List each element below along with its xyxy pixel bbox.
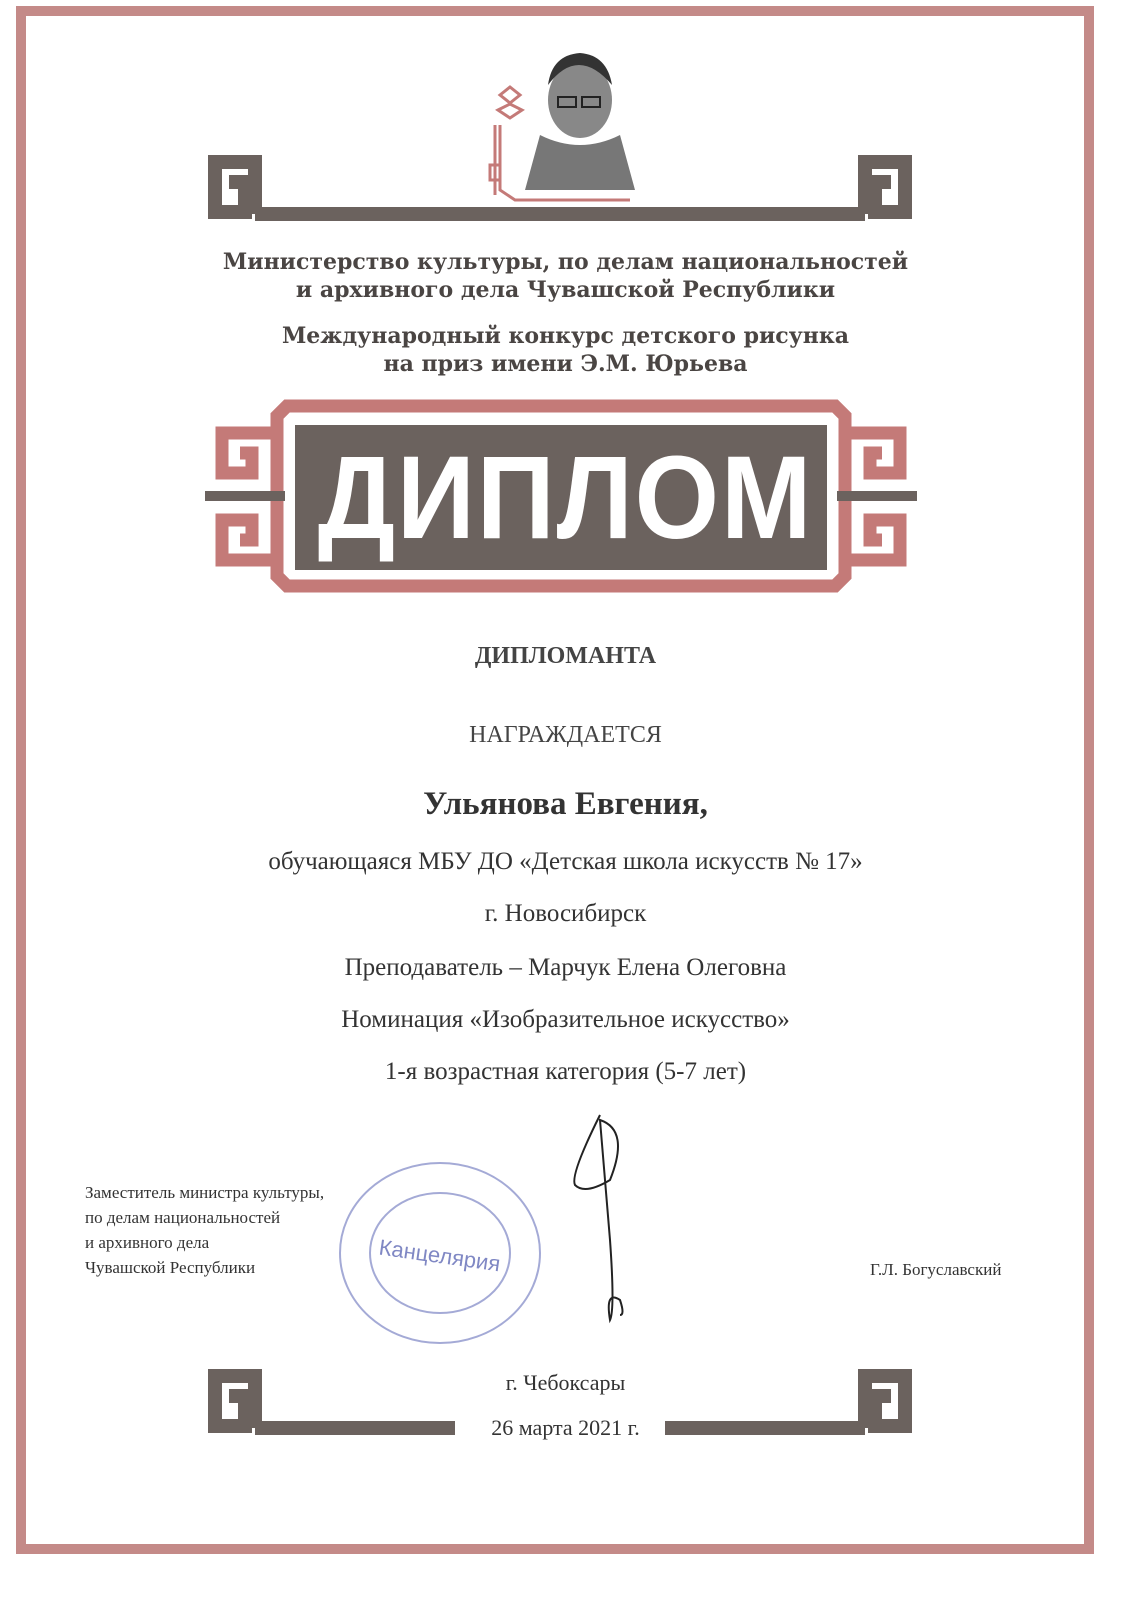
nomination: Номинация «Изобразительное искусство» bbox=[341, 1006, 790, 1033]
age-category: 1-я возрастная категория (5-7 лет) bbox=[384, 1058, 747, 1085]
ministry-line-1: Министерство культуры, по делам национальностей bbox=[222, 249, 909, 275]
contest-line-2: на приз имени Э.М. Юрьева bbox=[383, 351, 748, 377]
top-ornament bbox=[205, 148, 915, 230]
page-border bbox=[16, 6, 1094, 1554]
official-stamp bbox=[335, 1158, 545, 1348]
handwritten-signature bbox=[560, 1110, 660, 1330]
school: обучающаяся МБУ ДО «Детская школа искусств № 17» bbox=[268, 848, 863, 875]
award-degree: ДИПЛОМАНТА bbox=[474, 643, 657, 669]
position-line: по делам национальностей bbox=[85, 1208, 281, 1227]
position-line: Чувашской Республики bbox=[85, 1258, 256, 1277]
diploma-title: ДИПЛОМ bbox=[317, 432, 814, 564]
svg-text:Канцелярия: Канцелярия bbox=[377, 1234, 502, 1277]
contest-line-1: Международный конкурс детского рисунка bbox=[281, 323, 850, 349]
teacher: Преподаватель – Марчук Елена Олеговна bbox=[344, 954, 787, 981]
contest-name bbox=[0, 322, 1131, 378]
city: г. Новосибирск bbox=[484, 900, 647, 927]
issue-date: 26 марта 2021 г. bbox=[491, 1415, 640, 1440]
awarded-label: НАГРАЖДАЕТСЯ bbox=[469, 722, 662, 748]
recipient-name: Ульянова Евгения, bbox=[423, 786, 708, 822]
signer-position bbox=[85, 1180, 324, 1280]
signer-name: Г.Л. Богуславский bbox=[870, 1260, 1002, 1279]
position-line: и архивного дела bbox=[85, 1233, 210, 1252]
issue-place: г. Чебоксары bbox=[505, 1370, 626, 1395]
position-line: Заместитель министра культуры, bbox=[85, 1183, 325, 1202]
ministry-name bbox=[0, 248, 1131, 304]
ministry-line-2: и архивного дела Чувашской Республики bbox=[295, 277, 836, 303]
